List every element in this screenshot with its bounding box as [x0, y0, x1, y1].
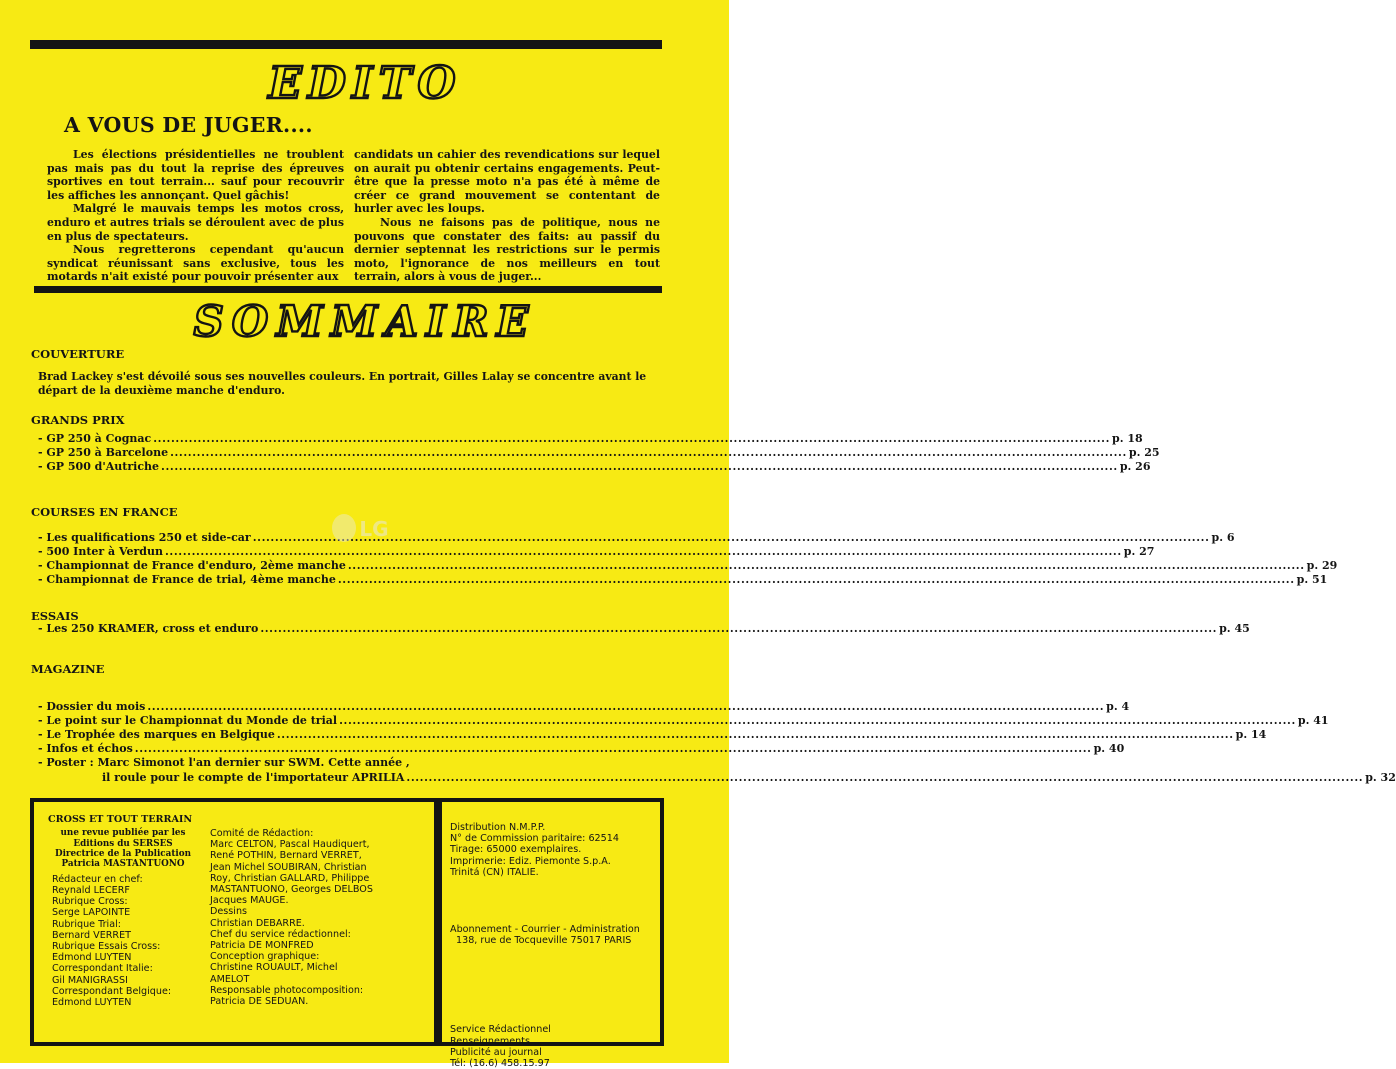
top-rule — [30, 40, 662, 49]
dot-leader — [339, 714, 1296, 727]
toc-entry — [38, 622, 1250, 635]
edito-left-column — [47, 148, 344, 284]
committee-line: Marc CELTON, Pascal Haudiquert, — [210, 839, 370, 851]
toc-entry-title: - Les qualifications 250 et side-car — [38, 531, 251, 544]
stamp-lettering: LG — [359, 517, 389, 541]
credits-box — [30, 798, 664, 1069]
toc-entry-page: p. 51 — [1296, 573, 1328, 586]
toc-entry-page: p. 4 — [1106, 700, 1130, 713]
toc-entry-poster-line2 — [102, 771, 1396, 784]
dot-leader — [165, 545, 1122, 558]
toc-entry-page: p. 32 — [1365, 771, 1396, 784]
edito-paragraph: Nous regretterons cependant qu'aucun syndicat réunissant sans exclusive, tous les motards n'ait existé pour pouvoir présenter aux — [47, 243, 344, 284]
toc-entry-page: p. 6 — [1211, 531, 1235, 544]
toc-entry — [38, 742, 1125, 755]
editorial-committee-column — [210, 828, 422, 1007]
distribution-line: Trinitá (CN) ITALIE. — [450, 866, 539, 878]
section-heading-magazine: MAGAZINE — [31, 662, 105, 676]
dot-leader — [161, 460, 1118, 473]
toc-entry-page: p. 41 — [1297, 714, 1329, 727]
committee-line: Dessins — [210, 906, 248, 918]
distribution-line: Distribution N.M.P.P. — [450, 822, 546, 833]
toc-entry-page: p. 25 — [1128, 446, 1160, 459]
publisher-line: Patricia MASTANTUONO — [61, 859, 185, 870]
committee-line: Patricia DE MONFRED — [210, 940, 314, 952]
toc-entry-title: - GP 250 à Cognac — [38, 432, 152, 445]
toc-entry-page: p. 18 — [1112, 432, 1143, 445]
sommaire-logo-lettering: SOMMAIRE — [192, 297, 537, 346]
toc-entry-title: - Championnat de France de trial, 4ème manche — [38, 573, 336, 586]
credits-divider — [434, 802, 442, 1042]
committee-line: Christian DEBARRE. — [210, 917, 305, 929]
distribution-line: Tirage: 65000 exemplaires. — [450, 844, 582, 856]
edito-headline: A VOUS DE JUGER.... — [64, 113, 313, 137]
committee-line: MASTANTUONO, Georges DELBOS — [210, 884, 373, 896]
distribution-column — [450, 822, 660, 1069]
distribution-line: Imprimerie: Ediz. Piemonte S.p.A. — [450, 855, 611, 867]
committee-line: Chef du service rédactionnel: — [210, 928, 351, 940]
staff-line: Rédacteur en chef: — [52, 873, 143, 885]
edito-paragraph: candidats un cahier des revendications sur lequel on aurait pu obtenir certains engagements. Peut-être que la presse moto n'a pas été à même de créer ce grand mouvement se contentant de hurler avec les loups. — [354, 148, 660, 216]
toc-entry-title: - Poster : Marc Simonot l'an dernier sur SWM. Cette année , — [38, 756, 410, 769]
edito-paragraph: Les élections présidentielles ne troublent pas mais pas du tout la reprise des épreuves sportives en tout terrain... sauf pour recouvrir les affiches les annonçant. Quel gâchis! — [47, 148, 344, 202]
dot-leader — [153, 432, 1110, 445]
toc-entry-page: p. 27 — [1123, 545, 1155, 558]
staff-line: Rubrique Essais Cross: — [52, 941, 161, 953]
dot-leader — [260, 622, 1217, 635]
dot-leader — [147, 700, 1104, 713]
committee-line: Jean Michel SOUBIRAN, Christian — [210, 861, 367, 873]
committee-line: Roy, Christian GALLARD, Philippe — [210, 872, 370, 884]
service-line: Publicité au journal — [450, 1046, 542, 1058]
lg-stamp-watermark — [330, 510, 396, 550]
dot-leader — [277, 728, 1234, 741]
staff-line: Serge LAPOINTE — [52, 907, 131, 919]
staff-line: Bernard VERRET — [52, 929, 132, 941]
edito-logo-lettering: EDITO — [267, 58, 462, 109]
edito-right-column — [354, 148, 660, 284]
toc-entry-title: - GP 250 à Barcelone — [38, 446, 169, 459]
middle-rule — [34, 286, 662, 293]
section-heading-courses: COURSES EN FRANCE — [31, 505, 178, 519]
committee-line: AMELOT — [210, 973, 250, 985]
committee-line: Responsable photocomposition: — [210, 984, 364, 996]
dot-leader — [348, 559, 1305, 572]
staff-line: Rubrique Cross: — [52, 896, 128, 908]
staff-list — [48, 874, 198, 1008]
dot-leader — [253, 531, 1210, 544]
toc-entry-title: - 500 Inter à Verdun — [38, 545, 163, 558]
abonnement-line: 138, rue de Tocqueville 75017 PARIS — [456, 935, 632, 947]
staff-line: Correspondant Belgique: — [52, 985, 172, 997]
abonnement-line: Abonnement - Courrier - Administration — [450, 924, 640, 936]
masthead-title: CROSS ET TOUT TERRAIN — [48, 814, 193, 825]
toc-entry — [38, 460, 1151, 473]
toc-entry-poster-line1 — [38, 756, 676, 769]
staff-line: Gil MANIGRASSI — [52, 974, 128, 986]
toc-entry-title: il roule pour le compte de l'importateur APRILIA — [102, 771, 405, 784]
toc-entry-title: - Dossier du mois — [38, 700, 146, 713]
toc-entry-page: p. 26 — [1119, 460, 1151, 473]
toc-entry — [38, 714, 1329, 727]
toc-entry-title: - Championnat de France d'enduro, 2ème manche — [38, 559, 346, 572]
edito-logo — [0, 54, 729, 110]
staff-line: Rubrique Trial: — [52, 918, 121, 930]
toc-entry-title: - GP 500 d'Autriche — [38, 460, 160, 473]
staff-line: Edmond LUYTEN — [52, 997, 132, 1009]
sommaire-logo — [0, 294, 729, 346]
dot-leader — [338, 573, 1295, 586]
toc-entry — [38, 728, 1267, 741]
publisher-block — [48, 828, 198, 870]
committee-line: Patricia DE SEDUAN. — [210, 996, 309, 1008]
staff-line: Correspondant Italie: — [52, 963, 153, 975]
edito-paragraph: Malgré le mauvais temps les motos cross, enduro et autres trials se déroulent avec de plus en plus de spectateurs. — [47, 202, 344, 243]
toc-entry — [38, 573, 1328, 586]
staff-line: Edmond LUYTEN — [52, 952, 132, 964]
toc-entry-page: p. 45 — [1219, 622, 1250, 635]
couverture-text: Brad Lackey s'est dévoilé sous ses nouvelles couleurs. En portrait, Gilles Lalay se concentre avant le départ de la deuxième manche d'enduro. — [38, 370, 647, 397]
toc-entry-title: - Infos et échos — [38, 742, 133, 755]
toc-entry — [38, 432, 1143, 445]
dot-leader — [135, 742, 1092, 755]
staff-line: Reynald LECERF — [52, 885, 130, 897]
committee-line: Jacques MAUGE. — [210, 895, 289, 907]
committee-line: Conception graphique: — [210, 951, 320, 963]
publisher-line: une revue publiée par les — [60, 828, 186, 839]
section-heading-grands-prix: GRANDS PRIX — [31, 413, 125, 427]
section-heading-essais: ESSAIS — [31, 609, 79, 623]
toc-entry — [38, 700, 1130, 713]
toc-entry — [38, 446, 1160, 459]
dot-leader — [406, 771, 1363, 784]
toc-entry-page: p. 40 — [1093, 742, 1125, 755]
section-heading-couverture: COUVERTURE — [31, 347, 125, 361]
toc-entry-title: - Le point sur le Championnat du Monde de trial — [38, 714, 338, 727]
toc-entry-title: - Le Trophée des marques en Belgique — [38, 728, 275, 741]
stamp-portrait-shape — [332, 514, 356, 542]
publisher-line: Editions du SERSES — [73, 838, 173, 849]
committee-line: Christine ROUAULT, Michel — [210, 962, 338, 974]
dot-leader — [170, 446, 1127, 459]
toc-entry-title: - Les 250 KRAMER, cross et enduro — [38, 622, 259, 635]
service-line: Renseignements — [450, 1035, 530, 1047]
toc-entry-page: p. 14 — [1235, 728, 1267, 741]
service-line: Service Rédactionnel — [450, 1024, 551, 1036]
committee-line: Comité de Rédaction: — [210, 828, 314, 839]
committee-line: René POTHIN, Bernard VERRET, — [210, 850, 362, 862]
edito-paragraph: Nous ne faisons pas de politique, nous ne pouvons que constater des faits: au passif du dernier septennat les restrictions sur le permis moto, l'ignorance de nos meilleurs en tout terrain, alors à vous de juger... — [354, 215, 660, 284]
service-line: Tél: (16.6) 458.15.97 — [450, 1058, 550, 1069]
distribution-line: N° de Commission paritaire: 62514 — [450, 833, 619, 845]
masthead-column — [48, 814, 198, 1008]
publisher-line: Directrice de la Publication — [54, 849, 192, 860]
toc-entry-page: p. 29 — [1306, 559, 1338, 572]
toc-entry — [38, 559, 1338, 572]
